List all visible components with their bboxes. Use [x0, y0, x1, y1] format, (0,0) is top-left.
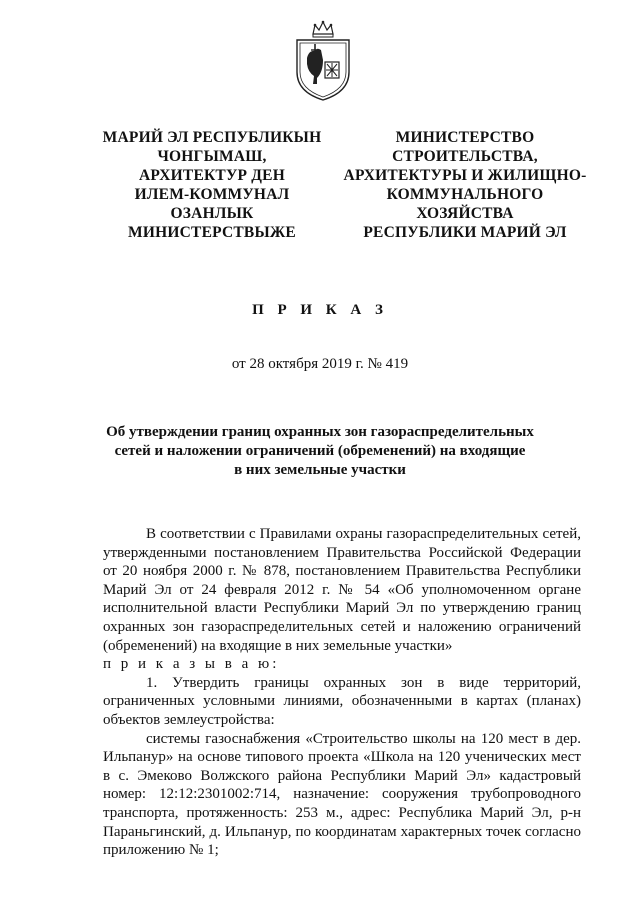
header-left-line: АРХИТЕКТУР ДЕН [139, 167, 285, 184]
header-right-block [340, 128, 590, 242]
header-right-line: КОММУНАЛЬНОГО [386, 186, 544, 203]
header-left-line: ИЛЕМ-КОММУНАЛ [134, 186, 290, 203]
coat-of-arms-emblem [293, 20, 353, 102]
header-left-line: МИНИСТЕРСТВЫЖЕ [128, 224, 296, 241]
document-subject [80, 423, 560, 480]
subject-line: сетей и наложении ограничений (обременений) на входящие [114, 443, 526, 459]
body-paragraph-preamble: В соответствии с Правилами охраны газораспределительных сетей, утвержденными постановлением Правительства Российской Федерации от 20 ноября 2000 г. № 878, постановлением Правительства Республики Марий Эл от 24 февраля 2012 г. № 54 «Об уполномоченном органе исполнительной власти Республики Марий Эл по утверждению границ охранных зон газораспределительных сетей и наложению ограничений (обременений) на входящие в них земельные участки» [103, 526, 581, 654]
subject-line: Об утверждении границ охранных зон газораспределительных [106, 424, 534, 440]
header-right-line: ХОЗЯЙСТВА [416, 205, 514, 222]
document-body [103, 525, 581, 860]
body-paragraph-item-1: 1. Утвердить границы охранных зон в виде территорий, ограниченных условными линиями, обозначенными в картах (планах) объектов землеустройства: [103, 674, 581, 728]
order-date-number: от 28 октября 2019 г. № 419 [231, 356, 409, 372]
body-paragraph-gas-system: системы газоснабжения «Строительство школы на 120 мест в дер. Ильпанур» на основе типового проекта «Школа на 120 ученических мест в с. Эмеково Волжского района Республики Марий Эл» кадастровый номер: 12:12:2301002:714, назначение: сооружения трубопроводного транспорта, протяженность: 253 м., адрес: Республика Марий Эл, р-н Параньгинский, д. Ильпанур, по координатам характерных точек согласно приложению № 1; [103, 730, 581, 859]
subject-line: в них земельные участки [234, 462, 406, 478]
document-type-title: П Р И К А З [252, 302, 388, 318]
header-right-line: МИНИСТЕРСТВО [395, 129, 535, 146]
header-left-line: МАРИЙ ЭЛ РЕСПУБЛИКЫН [102, 129, 322, 146]
decree-word: п р и к а з ы в а ю: [103, 656, 280, 673]
header-right-line: СТРОИТЕЛЬСТВА, [392, 148, 538, 165]
header-right-line: РЕСПУБЛИКИ МАРИЙ ЭЛ [363, 224, 567, 241]
header-left-line: ОЗАНЛЫК [170, 205, 254, 222]
header-right-line: АРХИТЕКТУРЫ И ЖИЛИЩНО- [343, 167, 587, 184]
header-left-line: ЧОНГЫМАШ, [157, 148, 267, 165]
header-left-block [100, 128, 324, 242]
